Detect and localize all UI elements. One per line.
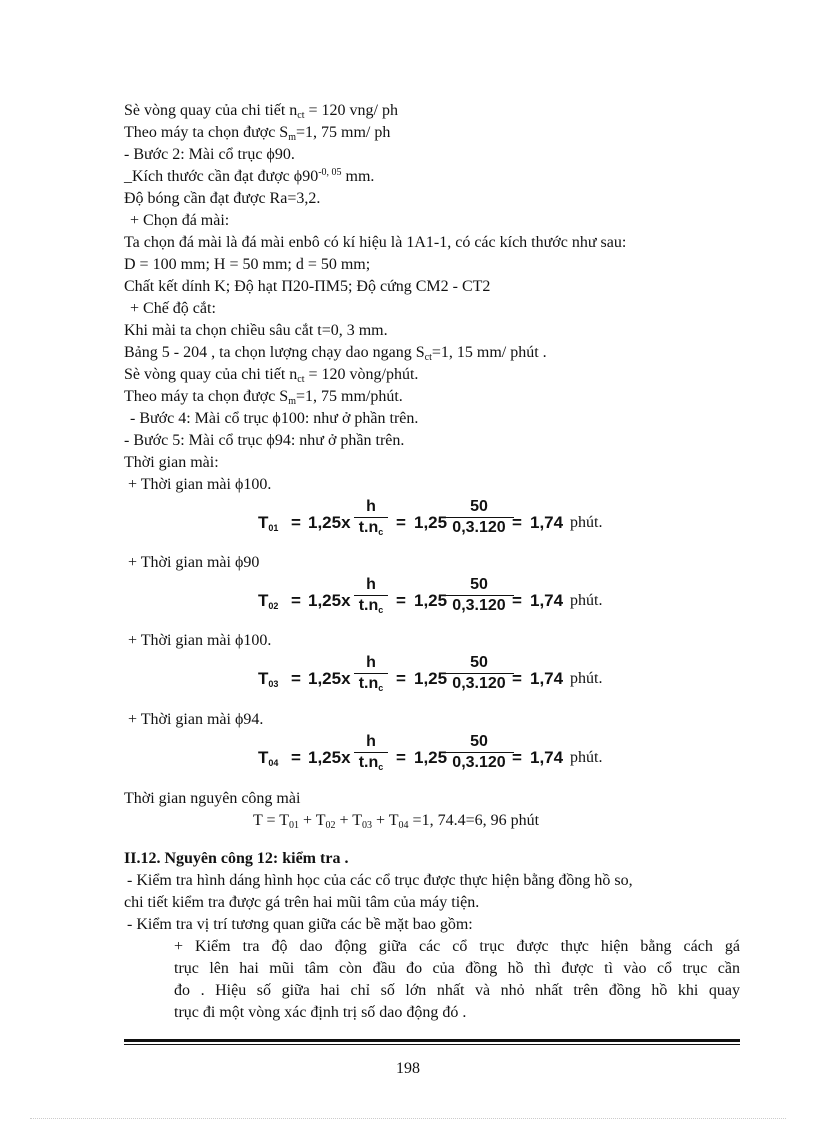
text-line: trục lên hai mũi tâm còn đầu đo của đồng hồ thì được tì vào cổ trục cần <box>174 960 740 977</box>
text-line: Chất kết dính K; Độ hạt Π20-ΠM5; Độ cứng CM2 - CT2 <box>124 278 491 295</box>
text-line: Thời gian mài: <box>124 454 219 471</box>
text-line: trục đi một vòng xác định trị số dao động đó . <box>174 1004 467 1021</box>
text-line: + Thời gian mài ϕ90 <box>128 554 260 571</box>
page-number: 198 <box>396 1060 420 1077</box>
text-line: Theo máy ta chọn được $S_m=1$, 75 mm/ ph <box>124 124 391 143</box>
text-line: Ta chọn đá mài là đá mài enbô có kí hiệu là 1A1-1, có các kích thước như sau: <box>124 234 627 251</box>
footer-rule <box>124 1039 740 1042</box>
section-heading: II.12. Nguyên công 12: kiểm tra . <box>124 850 349 867</box>
text-line: đo . Hiệu số giữa hai chỉ số lớn nhất và nhỏ nhất trên đồng hồ khi quay <box>174 982 740 999</box>
page-edge-divider <box>30 1118 786 1119</box>
text-line: Theo máy ta chọn được $S_m=1$, 75 mm/phút. <box>124 388 403 407</box>
text-line: + Thời gian mài ϕ100. <box>128 632 272 649</box>
text-line: - Bước 5: Mài cổ trục ϕ94: như ở phần trên. <box>124 432 405 449</box>
text-line: Bảng 5 - 204 , ta chọn lượng chạy dao ngang $S_{ct}=1$, 15 mm/ phút . <box>124 344 547 363</box>
text-line: D = 100 mm; H = 50 mm; d = 50 mm; <box>124 256 371 273</box>
text-line: Độ bóng cần đạt được Ra=3,2. <box>124 190 321 207</box>
text-line: Sè vòng quay của chi tiết $n_{ct} = 120$ vng/ ph <box>124 102 398 121</box>
text-line: + Kiểm tra độ dao động giữa các cổ trục được thực hiện bằng cách gá <box>174 938 740 955</box>
text-line: _Kích thước cần đạt được $\phi 90^{-0, 05}$ mm. <box>124 167 375 185</box>
text-line: + Thời gian mài ϕ94. <box>128 711 264 728</box>
text-line: Thời gian nguyên công mài <box>124 790 301 807</box>
text-line: Sè vòng quay của chi tiết $n_{ct} = 120$ vòng/phút. <box>124 366 419 385</box>
text-line: - Bước 4: Mài cổ trục ϕ100: như ở phần trên. <box>130 410 419 427</box>
text-line: - Kiểm tra vị trí tương quan giữa các bề mặt bao gồm: <box>127 916 473 933</box>
document-page: Sè vòng quay của chi tiết $n_{ct} = 120$ vng/ ph Theo máy ta chọn được $S_m=1$, 75 mm/ ph - Bước 2: Mài cổ trục ϕ90. _Kích thước cần đạt được $\phi 90^{-0, 05}$ mm. Độ bóng cần đạt được Ra=3,2. + Chọn đá mài: Ta chọn đá mài là đá mài enbô có kí hiệu là 1A1-1, có các kích thước như sau: D = 100 mm; H = 50 mm; d = 50 mm; Chất kết dính K; Độ hạt Π20-ΠM5; Độ cứng CM2 - CT2 + Chế độ cắt: Khi mài ta chọn chiều sâu cắt t=0, 3 mm. Bảng 5 - 204 , ta chọn lượng chạy dao ngang $S_{ct}=1$, 15 mm/ phút . Sè vòng quay của chi tiết $n_{ct} = 120$ vòng/phút. Theo máy ta chọn được $S_m=1$, 75 mm/phút. - Bước 4: Mài cổ trục ϕ100: như ở phần trên. - Bước 5: Mài cổ trục ϕ94: như ở phần trên. Thời gian mài: + Thời gian mài ϕ100. $T_{01}$ = 1,25x h $t.n_c$ = 1,25 50 0,3.120 = 1,74 phút. + Thời gian mài ϕ90 $T_{02}$ = 1,25x h $t.n_c$ = 1,25 50 0,3.120 = 1,74 phút. + Thời gian mài ϕ100. $T_{03}$ = 1,25x h $t.n_c$ = 1,25 50 0,3.120 = 1,74 phút. + Thời gian mài ϕ94. $T_{04}$ = 1,25x h $t.n_c$ = 1,25 50 0,3.120 = 1,74 phút. Thời gian nguyên công mài $T = T_{01} + T_{02} + T_{03} + T_{04} =1$, 74.4=6, 96 phút II.12. Nguyên công 12: kiểm tra . - Kiểm tra hình dáng hình học của các cổ trục được thực hiện bằng đồng hồ so, chi tiết kiểm tra được gá trên hai mũi tâm của máy tiện. - Kiểm tra vị trí tương quan giữa các bề mặt bao gồm: + Kiểm tra độ dao động giữa các cổ trục được thực hiện bằng cách gá trục lên hai mũi tâm còn đầu đo của đồng hồ thì được tì vào cổ trục cần đo . Hiệu số giữa hai chỉ số lớn nhất và nhỏ nhất trên đồng hồ khi quay trục đi một vòng xác định trị số dao động đó . 198 <box>0 0 816 1123</box>
text-line: + Thời gian mài ϕ100. <box>128 476 272 493</box>
text-line: - Bước 2: Mài cổ trục ϕ90. <box>124 146 295 163</box>
total-time-line: $T = T_{01} + T_{02} + T_{03} + T_{04} =1$, 74.4=6, 96 phút <box>253 812 540 831</box>
text-line: - Kiểm tra hình dáng hình học của các cổ trục được thực hiện bằng đồng hồ so, <box>127 872 633 889</box>
footer-rule-thin <box>124 1044 740 1045</box>
text-line: Khi mài ta chọn chiều sâu cắt t=0, 3 mm. <box>124 322 388 339</box>
text-line: chi tiết kiểm tra được gá trên hai mũi tâm của máy tiện. <box>124 894 480 911</box>
text-line: + Chọn đá mài: <box>130 212 230 229</box>
text-line: + Chế độ cắt: <box>130 300 216 317</box>
